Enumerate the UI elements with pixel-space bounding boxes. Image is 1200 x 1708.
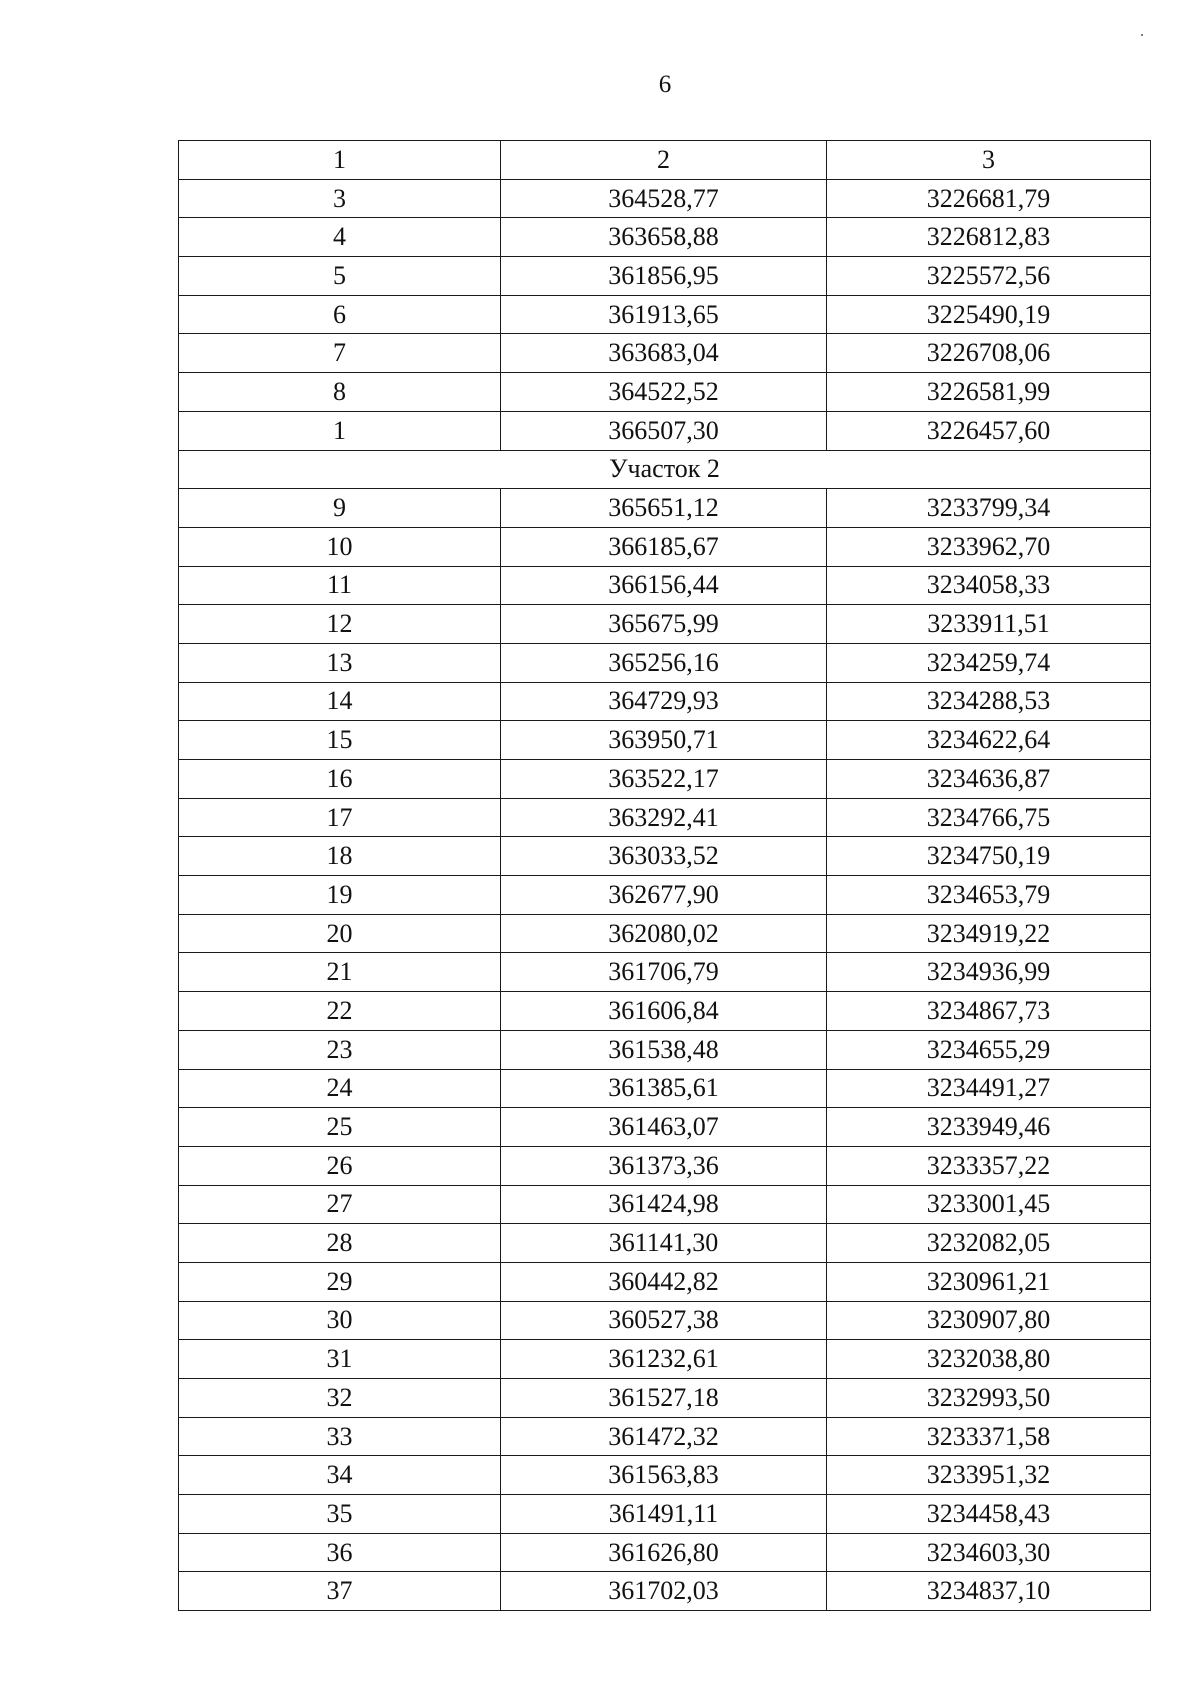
- header-row: [179, 141, 1151, 180]
- section-row: [179, 450, 1151, 489]
- x-coordinate-cell: 361856,95: [501, 257, 827, 296]
- y-coordinate-cell: 3234766,75: [827, 798, 1151, 837]
- point-number-cell: 14: [179, 682, 501, 721]
- table-row: [179, 566, 1151, 605]
- point-number-cell: 33: [179, 1417, 501, 1456]
- x-coordinate-cell: 361702,03: [501, 1572, 827, 1611]
- point-number-cell: 31: [179, 1340, 501, 1379]
- x-coordinate-cell: 361424,98: [501, 1185, 827, 1224]
- x-coordinate-cell: 361232,61: [501, 1340, 827, 1379]
- x-coordinate-cell: 365651,12: [501, 489, 827, 528]
- point-number-cell: 5: [179, 257, 501, 296]
- x-coordinate-cell: 362080,02: [501, 914, 827, 953]
- y-coordinate-cell: 3234288,53: [827, 682, 1151, 721]
- point-number-cell: 3: [179, 179, 501, 218]
- x-coordinate-cell: 361606,84: [501, 992, 827, 1031]
- x-coordinate-cell: 362677,90: [501, 876, 827, 915]
- point-number-cell: 25: [179, 1108, 501, 1147]
- x-coordinate-cell: 361913,65: [501, 295, 827, 334]
- x-coordinate-cell: 364528,77: [501, 179, 827, 218]
- y-coordinate-cell: 3225490,19: [827, 295, 1151, 334]
- x-coordinate-cell: 364729,93: [501, 682, 827, 721]
- point-number-cell: 7: [179, 334, 501, 373]
- y-coordinate-cell: 3233799,34: [827, 489, 1151, 528]
- table-row: [179, 876, 1151, 915]
- table-row: [179, 837, 1151, 876]
- table-row: [179, 1533, 1151, 1572]
- point-number-cell: 16: [179, 760, 501, 799]
- coordinates-table: [178, 140, 1151, 1611]
- y-coordinate-cell: 3234919,22: [827, 914, 1151, 953]
- point-number-cell: 10: [179, 527, 501, 566]
- point-number-cell: 8: [179, 373, 501, 412]
- y-coordinate-cell: 3226457,60: [827, 411, 1151, 450]
- y-coordinate-cell: 3226708,06: [827, 334, 1151, 373]
- y-coordinate-cell: 3230907,80: [827, 1301, 1151, 1340]
- x-coordinate-cell: 361538,48: [501, 1030, 827, 1069]
- y-coordinate-cell: 3234837,10: [827, 1572, 1151, 1611]
- y-coordinate-cell: 3234653,79: [827, 876, 1151, 915]
- point-number-cell: 21: [179, 953, 501, 992]
- point-number-cell: 36: [179, 1533, 501, 1572]
- header-cell-point: 1: [179, 141, 501, 180]
- y-coordinate-cell: 3233371,58: [827, 1417, 1151, 1456]
- point-number-cell: 28: [179, 1224, 501, 1263]
- table-row: [179, 527, 1151, 566]
- table-row: [179, 257, 1151, 296]
- table-row: [179, 605, 1151, 644]
- y-coordinate-cell: 3234603,30: [827, 1533, 1151, 1572]
- table-row: [179, 914, 1151, 953]
- x-coordinate-cell: 365675,99: [501, 605, 827, 644]
- x-coordinate-cell: 366156,44: [501, 566, 827, 605]
- y-coordinate-cell: 3234636,87: [827, 760, 1151, 799]
- point-number-cell: 13: [179, 643, 501, 682]
- y-coordinate-cell: 3233962,70: [827, 527, 1151, 566]
- table-row: [179, 721, 1151, 760]
- x-coordinate-cell: 363658,88: [501, 218, 827, 257]
- point-number-cell: 11: [179, 566, 501, 605]
- section-title: Участок 2: [179, 450, 1151, 489]
- x-coordinate-cell: 360527,38: [501, 1301, 827, 1340]
- x-coordinate-cell: 361706,79: [501, 953, 827, 992]
- point-number-cell: 32: [179, 1379, 501, 1418]
- table-row: [179, 295, 1151, 334]
- table-row: [179, 1262, 1151, 1301]
- x-coordinate-cell: 365256,16: [501, 643, 827, 682]
- table-row: [179, 373, 1151, 412]
- y-coordinate-cell: 3225572,56: [827, 257, 1151, 296]
- x-coordinate-cell: 361373,36: [501, 1146, 827, 1185]
- table-row: [179, 1379, 1151, 1418]
- y-coordinate-cell: 3233951,32: [827, 1456, 1151, 1495]
- table-row: [179, 1185, 1151, 1224]
- point-number-cell: 17: [179, 798, 501, 837]
- x-coordinate-cell: 361141,30: [501, 1224, 827, 1263]
- table-row: [179, 992, 1151, 1031]
- x-coordinate-cell: 366507,30: [501, 411, 827, 450]
- table-row: [179, 1495, 1151, 1534]
- x-coordinate-cell: 361563,83: [501, 1456, 827, 1495]
- y-coordinate-cell: 3234867,73: [827, 992, 1151, 1031]
- point-number-cell: 4: [179, 218, 501, 257]
- table-row: [179, 179, 1151, 218]
- table-row: [179, 1301, 1151, 1340]
- table-row: [179, 1108, 1151, 1147]
- x-coordinate-cell: 361626,80: [501, 1533, 827, 1572]
- point-number-cell: 18: [179, 837, 501, 876]
- table-row: [179, 1030, 1151, 1069]
- header-cell-x: 2: [501, 141, 827, 180]
- y-coordinate-cell: 3233911,51: [827, 605, 1151, 644]
- point-number-cell: 9: [179, 489, 501, 528]
- x-coordinate-cell: 361527,18: [501, 1379, 827, 1418]
- point-number-cell: 15: [179, 721, 501, 760]
- header-cell-y: 3: [827, 141, 1151, 180]
- x-coordinate-cell: 361463,07: [501, 1108, 827, 1147]
- table-row: [179, 1417, 1151, 1456]
- table-row: [179, 953, 1151, 992]
- y-coordinate-cell: 3234750,19: [827, 837, 1151, 876]
- table-row: [179, 798, 1151, 837]
- x-coordinate-cell: 366185,67: [501, 527, 827, 566]
- y-coordinate-cell: 3226581,99: [827, 373, 1151, 412]
- point-number-cell: 30: [179, 1301, 501, 1340]
- point-number-cell: 19: [179, 876, 501, 915]
- x-coordinate-cell: 361385,61: [501, 1069, 827, 1108]
- point-number-cell: 27: [179, 1185, 501, 1224]
- coordinates-table-body: [179, 141, 1151, 1611]
- y-coordinate-cell: 3234655,29: [827, 1030, 1151, 1069]
- y-coordinate-cell: 3230961,21: [827, 1262, 1151, 1301]
- point-number-cell: 35: [179, 1495, 501, 1534]
- point-number-cell: 20: [179, 914, 501, 953]
- x-coordinate-cell: 360442,82: [501, 1262, 827, 1301]
- table-row: [179, 1572, 1151, 1611]
- x-coordinate-cell: 363683,04: [501, 334, 827, 373]
- point-number-cell: 1: [179, 411, 501, 450]
- x-coordinate-cell: 364522,52: [501, 373, 827, 412]
- y-coordinate-cell: 3234058,33: [827, 566, 1151, 605]
- table-row: [179, 411, 1151, 450]
- point-number-cell: 6: [179, 295, 501, 334]
- y-coordinate-cell: 3226681,79: [827, 179, 1151, 218]
- table-row: [179, 1456, 1151, 1495]
- table-row: [179, 760, 1151, 799]
- point-number-cell: 26: [179, 1146, 501, 1185]
- y-coordinate-cell: 3234259,74: [827, 643, 1151, 682]
- y-coordinate-cell: 3233949,46: [827, 1108, 1151, 1147]
- x-coordinate-cell: 363292,41: [501, 798, 827, 837]
- y-coordinate-cell: 3232082,05: [827, 1224, 1151, 1263]
- table-row: [179, 1146, 1151, 1185]
- table-row: [179, 489, 1151, 528]
- table-row: [179, 1069, 1151, 1108]
- x-coordinate-cell: 363950,71: [501, 721, 827, 760]
- table-row: [179, 1340, 1151, 1379]
- table-row: [179, 643, 1151, 682]
- scan-speck: [1141, 34, 1143, 36]
- y-coordinate-cell: 3234622,64: [827, 721, 1151, 760]
- x-coordinate-cell: 361472,32: [501, 1417, 827, 1456]
- point-number-cell: 23: [179, 1030, 501, 1069]
- y-coordinate-cell: 3234491,27: [827, 1069, 1151, 1108]
- x-coordinate-cell: 363522,17: [501, 760, 827, 799]
- point-number-cell: 29: [179, 1262, 501, 1301]
- x-coordinate-cell: 361491,11: [501, 1495, 827, 1534]
- y-coordinate-cell: 3233001,45: [827, 1185, 1151, 1224]
- y-coordinate-cell: 3233357,22: [827, 1146, 1151, 1185]
- y-coordinate-cell: 3234458,43: [827, 1495, 1151, 1534]
- y-coordinate-cell: 3232038,80: [827, 1340, 1151, 1379]
- x-coordinate-cell: 363033,52: [501, 837, 827, 876]
- table-row: [179, 682, 1151, 721]
- page-number: 6: [658, 71, 672, 98]
- point-number-cell: 37: [179, 1572, 501, 1611]
- point-number-cell: 24: [179, 1069, 501, 1108]
- point-number-cell: 12: [179, 605, 501, 644]
- point-number-cell: 22: [179, 992, 501, 1031]
- table-row: [179, 1224, 1151, 1263]
- point-number-cell: 34: [179, 1456, 501, 1495]
- table-row: [179, 334, 1151, 373]
- y-coordinate-cell: 3226812,83: [827, 218, 1151, 257]
- y-coordinate-cell: 3234936,99: [827, 953, 1151, 992]
- y-coordinate-cell: 3232993,50: [827, 1379, 1151, 1418]
- table-row: [179, 218, 1151, 257]
